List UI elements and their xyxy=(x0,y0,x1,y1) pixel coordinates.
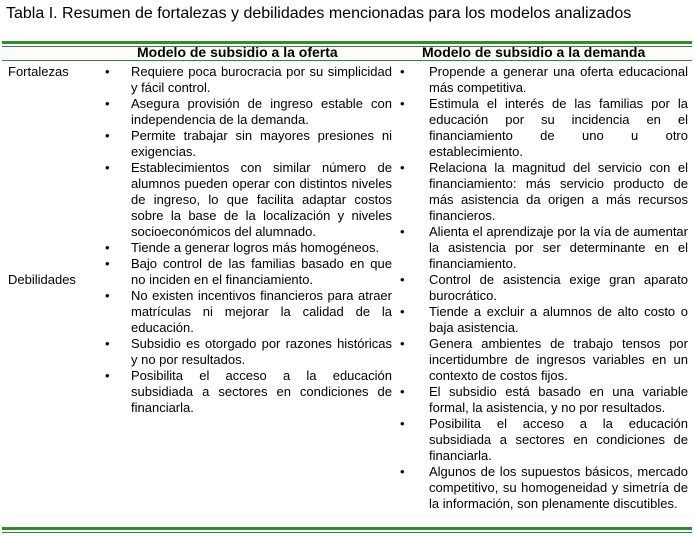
bullet: • xyxy=(400,272,405,287)
column-header-oferta: Modelo de subsidio a la oferta xyxy=(137,44,338,60)
list-item: • Subsidio es otorgado por razones históricas y no por resultados. xyxy=(105,336,392,367)
list-item: • Genera ambientes de trabajo tensos por incertidumbre de ingresos variables en un contexto de costos fijos. xyxy=(400,336,688,383)
column-oferta xyxy=(105,64,392,416)
fortalezas-oferta-list xyxy=(105,64,392,256)
list-item: • Asegura provisión de ingreso estable con independencia de la demanda. xyxy=(105,96,392,127)
list-item: • Tiende a generar logros más homogéneos. xyxy=(105,240,380,255)
bullet: • xyxy=(400,336,405,351)
list-item: • Control de asistencia exige gran aparato burocrático. xyxy=(400,272,688,303)
fortalezas-demanda-list xyxy=(400,64,688,272)
bullet: • xyxy=(400,384,405,399)
bullet: • xyxy=(105,240,110,255)
list-item: • No existen incentivos financieros para atraer matrículas ni mejorar la calidad de la educación. xyxy=(105,288,392,335)
table-caption: Tabla I. Resumen de fortalezas y debilidades mencionadas para los modelos analizados xyxy=(6,5,632,22)
bullet: • xyxy=(400,160,405,175)
column-header-demanda: Modelo de subsidio a la demanda xyxy=(422,44,646,60)
bullet: • xyxy=(400,304,405,319)
row-label-fortalezas: Fortalezas xyxy=(8,64,69,79)
bullet: • xyxy=(400,224,405,239)
bottom-rule xyxy=(2,527,692,533)
bullet: • xyxy=(105,160,110,175)
debilidades-oferta-list xyxy=(105,256,392,416)
bullet: • xyxy=(105,288,110,303)
bullet: • xyxy=(105,256,110,271)
list-item: • Posibilita el acceso a la educación subsidiada a sectores en condiciones de financiarla. xyxy=(400,416,688,463)
list-item: • Requiere poca burocracia por su simplicidad y fácil control. xyxy=(105,64,392,95)
bullet: • xyxy=(400,464,405,479)
list-item: • El subsidio está basado en una variable formal, la asistencia, y no por resultados. xyxy=(400,384,688,415)
header-rule xyxy=(2,60,692,61)
row-label-debilidades: Debilidades xyxy=(8,272,76,287)
bullet: • xyxy=(105,96,110,111)
bullet: • xyxy=(105,64,110,79)
bullet: • xyxy=(400,416,405,431)
list-item: • Bajo control de las familias basado en que no inciden en el financiamiento. xyxy=(105,256,392,287)
bullet: • xyxy=(105,368,110,383)
list-item: • Alienta el aprendizaje por la vía de aumentar la asistencia por ser determinante en el financiamiento. xyxy=(400,224,688,271)
list-item: • Propende a generar una oferta educacional más competitiva. xyxy=(400,64,688,95)
column-demanda xyxy=(400,64,688,512)
bullet: • xyxy=(105,128,110,143)
bullet: • xyxy=(400,64,405,79)
list-item: • Posibilita el acceso a la educación subsidiada a sectores en condiciones de financiarla. xyxy=(105,368,392,415)
bullet: • xyxy=(105,336,110,351)
list-item: • Permite trabajar sin mayores presiones ni exigencias. xyxy=(105,128,392,159)
list-item: • Estimula el interés de las familias por la educación por su incidencia en el financiamiento de uno u otro establecimiento. xyxy=(400,96,688,159)
list-item: • Algunos de los supuestos básicos, mercado competitivo, su homogeneidad y simetría de la información, son plenamente discutibles. xyxy=(400,464,688,511)
list-item: • Tiende a excluir a alumnos de alto costo o baja asistencia. xyxy=(400,304,688,335)
bullet: • xyxy=(400,96,405,111)
list-item: • Relaciona la magnitud del servicio con el financiamiento: más servicio producto de más asistencia da origen a más recursos financieros. xyxy=(400,160,688,223)
debilidades-demanda-list xyxy=(400,272,688,512)
list-item: • Establecimientos con similar número de alumnos pueden operar con distintos niveles de ingreso, lo que facilita adaptar costos sobre la base de la localización y niveles socioeconómicos del alumnado. xyxy=(105,160,392,239)
